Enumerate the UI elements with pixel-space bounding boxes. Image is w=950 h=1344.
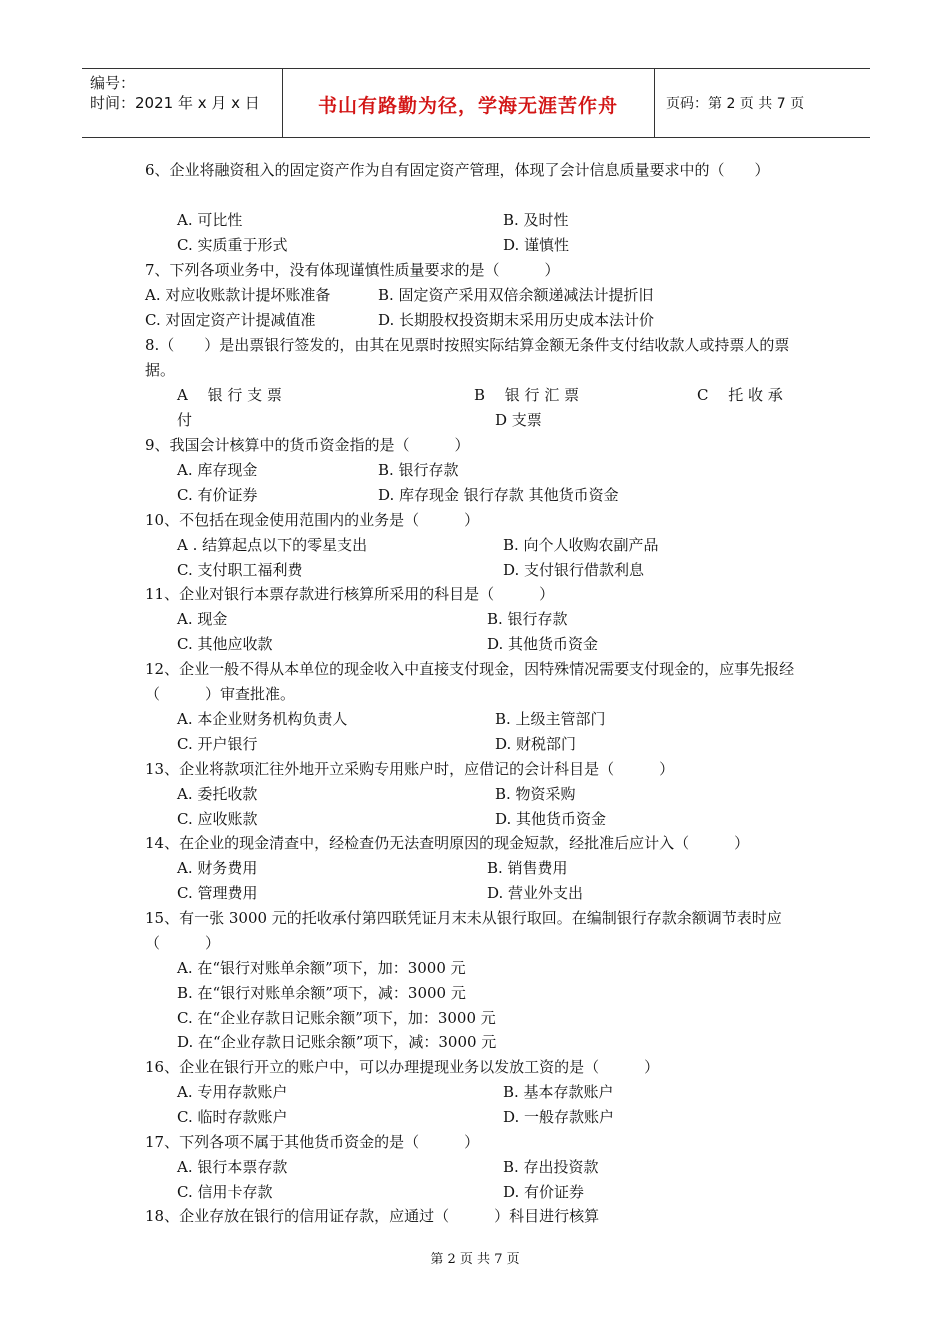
option: C. 实质重于形式 xyxy=(177,236,288,254)
option: A. 对应收账款计提坏账准备 xyxy=(145,286,331,304)
question-stem: 11、企业对银行本票存款进行核算所采用的科目是（ ） xyxy=(145,585,555,603)
option: D. 一般存款账户 xyxy=(503,1108,615,1126)
option: D. 谨慎性 xyxy=(503,236,570,254)
question-stem: 18、企业存放在银行的信用证存款，应通过（ ）科目进行核算 xyxy=(145,1207,600,1225)
option: D. 在“企业存款日记账余额”项下，减：3000 元 xyxy=(177,1033,497,1051)
document-header xyxy=(82,68,870,138)
option: C. 有价证券 xyxy=(177,486,258,504)
option: B. 银行存款 xyxy=(487,610,568,628)
option: 付 xyxy=(177,411,193,429)
option: A. 在“银行对账单余额”项下，加：3000 元 xyxy=(177,959,466,977)
option: A . 结算起点以下的零星支出 xyxy=(177,536,368,554)
option: C. 临时存款账户 xyxy=(177,1108,288,1126)
option: C. 其他应收款 xyxy=(177,635,273,653)
option: B. 向个人收购农副产品 xyxy=(503,536,659,554)
option: B. 银行存款 xyxy=(378,461,459,479)
option: C. 对固定资产计提减值准 xyxy=(145,311,316,329)
option: A. 库存现金 xyxy=(177,461,258,479)
option: D. 库存现金 银行存款 其他货币资金 xyxy=(378,486,619,504)
option: C 托 收 承 xyxy=(697,386,783,404)
option: B. 销售费用 xyxy=(487,859,568,877)
option: D. 长期股权投资期末采用历史成本法计价 xyxy=(378,311,655,329)
question-stem: 7、下列各项业务中，没有体现谨慎性质量要求的是（ ） xyxy=(145,261,560,279)
question-stem: 14、在企业的现金清查中，经检查仍无法查明原因的现金短款，经批准后应计入（ ） xyxy=(145,834,750,852)
option: B. 基本存款账户 xyxy=(503,1083,614,1101)
option: A 银 行 支 票 xyxy=(177,386,282,404)
option: D. 营业外支出 xyxy=(487,884,584,902)
option: B. 固定资产采用双倍余额递减法计提折旧 xyxy=(378,286,654,304)
header-divider xyxy=(654,69,655,137)
question-stem: 9、我国会计核算中的货币资金指的是（ ） xyxy=(145,436,470,454)
question-stem: 8.（ ）是出票银行签发的，由其在见票时按照实际结算金额无条件支付结收款人或持票人的票据。 xyxy=(145,336,790,379)
option: A. 委托收款 xyxy=(177,785,258,803)
option: A. 现金 xyxy=(177,610,228,628)
question-stem: 17、下列各项不属于其他货币资金的是（ ） xyxy=(145,1133,480,1151)
option: B 银 行 汇 票 xyxy=(474,386,580,404)
option: C. 支付职工福利费 xyxy=(177,561,303,579)
number-label: 编号： xyxy=(90,74,136,92)
time-label: 时间：2021 年 x 月 x 日 xyxy=(90,94,260,112)
option: B. 物资采购 xyxy=(495,785,576,803)
option: A. 银行本票存款 xyxy=(177,1158,288,1176)
option: D. 财税部门 xyxy=(495,735,577,753)
page-footer: 第 2 页 共 7 页 xyxy=(430,1252,520,1267)
option: A. 专用存款账户 xyxy=(177,1083,288,1101)
option: A. 可比性 xyxy=(177,211,243,229)
option: C. 管理费用 xyxy=(177,884,258,902)
question-stem: 6、企业将融资租入的固定资产作为自有固定资产管理，体现了会计信息质量要求中的（ ） xyxy=(145,161,770,179)
question-stem: 15、有一张 3000 元的托收承付第四联凭证月末未从银行取回。在编制银行存款余额调节表时应（ ） xyxy=(145,909,782,952)
option: C. 在“企业存款日记账余额”项下，加：3000 元 xyxy=(177,1009,496,1027)
option: D. 有价证券 xyxy=(503,1183,585,1201)
option: B. 及时性 xyxy=(503,211,569,229)
option: D. 支付银行借款利息 xyxy=(503,561,645,579)
option: A. 本企业财务机构负责人 xyxy=(177,710,348,728)
option: D. 其他货币资金 xyxy=(495,810,607,828)
option: B. 上级主管部门 xyxy=(495,710,606,728)
question-stem: 16、企业在银行开立的账户中，可以办理提现业务以发放工资的是（ ） xyxy=(145,1058,660,1076)
question-stem: 13、企业将款项汇往外地开立采购专用账户时，应借记的会计科目是（ ） xyxy=(145,760,675,778)
header-page-info: 页码：第 2 页 共 7 页 xyxy=(666,96,805,112)
option: B. 在“银行对账单余额”项下，减：3000 元 xyxy=(177,984,466,1002)
option: D 支票 xyxy=(495,411,542,429)
header-motto: 书山有路勤为径，学海无涯苦作舟 xyxy=(317,95,618,117)
option: B. 存出投资款 xyxy=(503,1158,599,1176)
option: D. 其他货币资金 xyxy=(487,635,599,653)
option: C. 开户银行 xyxy=(177,735,258,753)
question-stem: 10、不包括在现金使用范围内的业务是（ ） xyxy=(145,511,480,529)
option: C. 应收账款 xyxy=(177,810,258,828)
option: C. 信用卡存款 xyxy=(177,1183,273,1201)
option: A. 财务费用 xyxy=(177,859,258,877)
question-stem: 12、企业一般不得从本单位的现金收入中直接支付现金，因特殊情况需要支付现金的，应事先报经（ ）审查批准。 xyxy=(145,660,795,703)
header-meta xyxy=(90,73,260,113)
